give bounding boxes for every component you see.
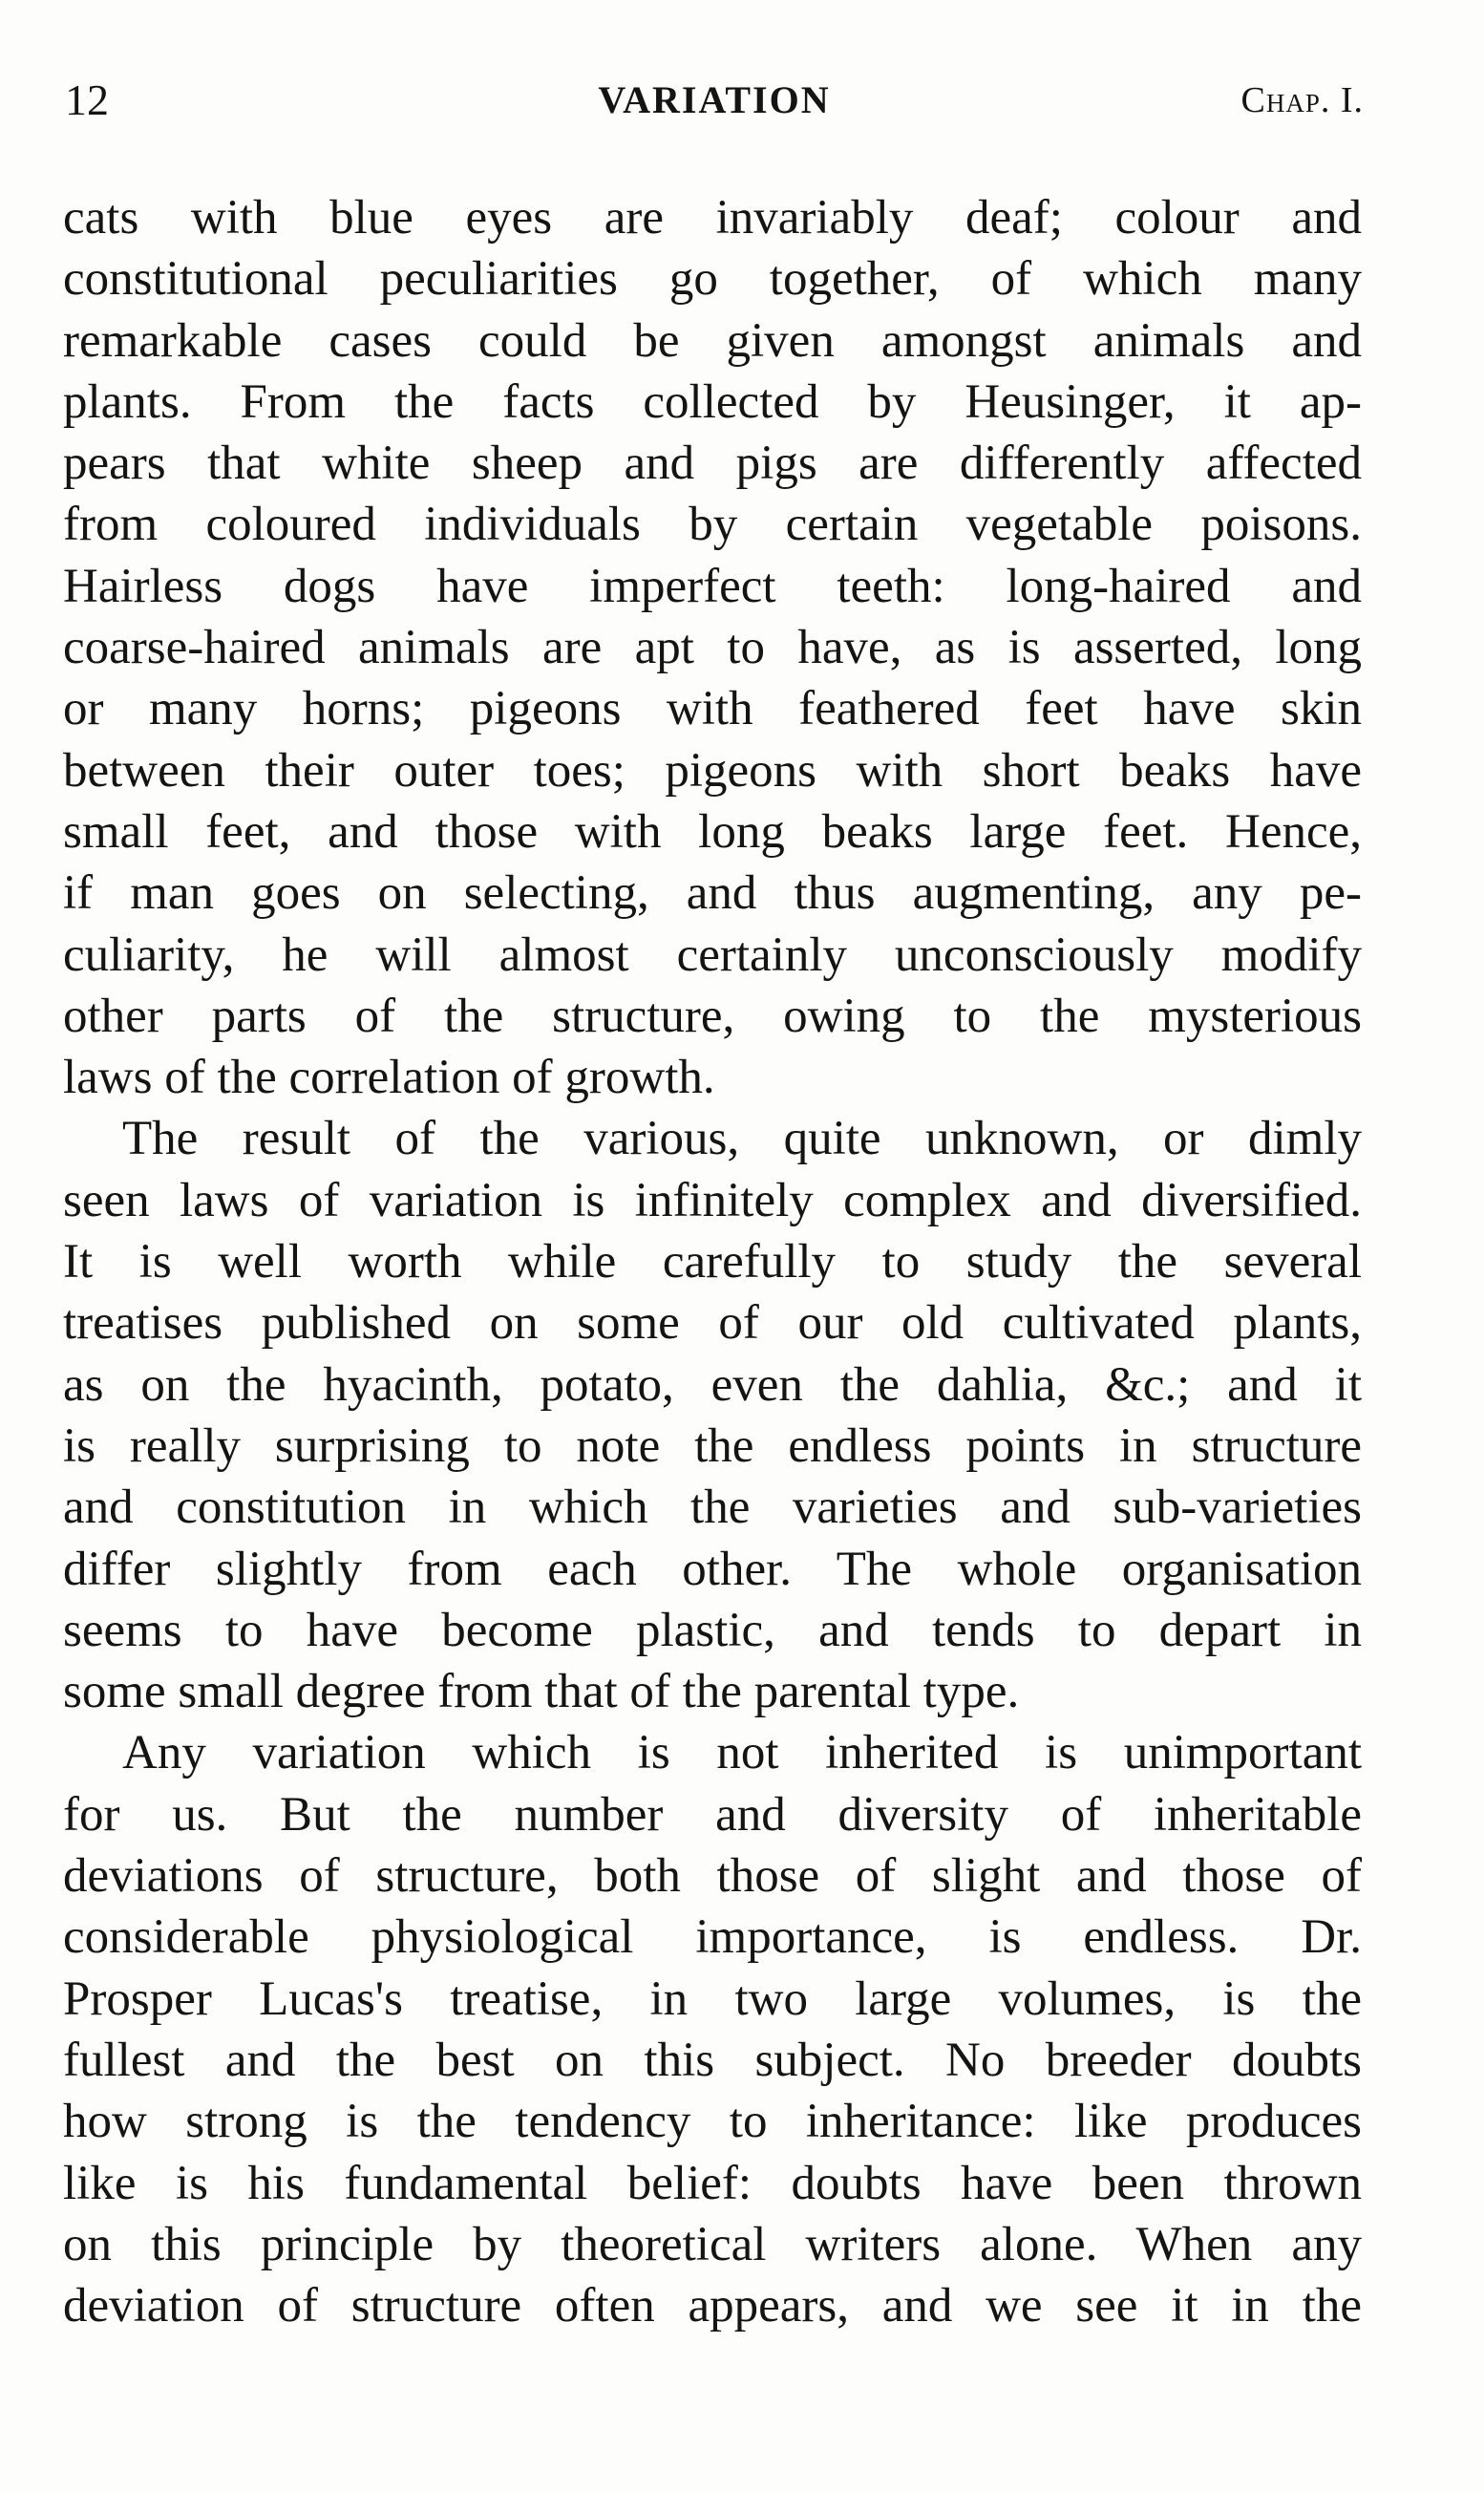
chapter-title: VARIATION bbox=[598, 78, 831, 121]
text-line: constitutional peculiarities go together, of which many bbox=[63, 252, 1362, 307]
text-line: deviation of structure often appears, and we see it in the bbox=[63, 2279, 1362, 2333]
chapter-reference: Chap. I. bbox=[1240, 80, 1364, 120]
text-line: between their outer toes; pigeons with short beaks have bbox=[63, 743, 1362, 798]
text-line: deviations of structure, both those of slight and those of bbox=[63, 1849, 1362, 1904]
running-head bbox=[65, 67, 1364, 134]
paragraph-1 bbox=[63, 187, 1362, 1108]
body-text bbox=[63, 187, 1362, 2336]
text-line: other parts of the structure, owing to the mysterious bbox=[63, 989, 1362, 1043]
text-line: Any variation which is not inherited is unimportant bbox=[122, 1726, 1362, 1780]
text-line: Hairless dogs have imperfect teeth: long-haired and bbox=[63, 559, 1362, 613]
text-line: on this principle by theoretical writers alone. When any bbox=[63, 2217, 1362, 2271]
paragraph-2 bbox=[63, 1108, 1362, 1722]
text-line: considerable physiological importance, is endless. Dr. bbox=[63, 1910, 1362, 1965]
text-line: cats with blue eyes are invariably deaf; colour and bbox=[63, 191, 1362, 245]
text-line: It is well worth while carefully to study the several bbox=[63, 1235, 1362, 1289]
text-line: plants. From the facts collected by Heusinger, it ap- bbox=[63, 374, 1362, 429]
text-line: and constitution in which the varieties and sub-varieties bbox=[63, 1481, 1362, 1535]
text-line: Prosper Lucas's treatise, in two large volumes, is the bbox=[63, 1971, 1362, 2026]
text-line: for us. But the number and diversity of inheritable bbox=[63, 1787, 1362, 1842]
text-line: is really surprising to note the endless points in structure bbox=[63, 1418, 1362, 1473]
text-line: differ slightly from each other. The whole organisation bbox=[63, 1542, 1362, 1596]
text-line: some small degree from that of the parental type. bbox=[63, 1665, 1020, 1719]
text-line: fullest and the best on this subject. No breeder doubts bbox=[63, 2033, 1362, 2087]
text-line: seen laws of variation is infinitely complex and diversified. bbox=[63, 1173, 1362, 1227]
text-line: pears that white sheep and pigs are differently affected bbox=[63, 437, 1362, 491]
text-line: as on the hyacinth, potato, even the dahlia, &c.; and it bbox=[63, 1357, 1362, 1412]
page-number: 12 bbox=[65, 75, 109, 124]
text-line: remarkable cases could be given amongst animals and bbox=[63, 313, 1362, 368]
text-line: coarse-haired animals are apt to have, as is asserted, long bbox=[63, 621, 1362, 675]
text-line: from coloured individuals by certain vegetable poisons. bbox=[63, 498, 1362, 552]
text-line: or many horns; pigeons with feathered feet have skin bbox=[63, 682, 1362, 736]
text-line: seems to have become plastic, and tends to depart in bbox=[63, 1603, 1362, 1657]
text-line: if man goes on selecting, and thus augmenting, any pe- bbox=[63, 866, 1362, 921]
text-line: culiarity, he will almost certainly unconsciously modify bbox=[63, 927, 1362, 982]
text-line: laws of the correlation of growth. bbox=[63, 1051, 715, 1105]
text-line: treatises published on some of our old cultivated plants, bbox=[63, 1296, 1362, 1351]
text-line: The result of the various, quite unknown, or dimly bbox=[122, 1112, 1362, 1166]
text-line: like is his fundamental belief: doubts have been thrown bbox=[63, 2156, 1362, 2210]
paragraph-3 bbox=[63, 1722, 1362, 2336]
text-line: how strong is the tendency to inheritance: like produces bbox=[63, 2095, 1362, 2149]
text-line: small feet, and those with long beaks large feet. Hence, bbox=[63, 804, 1362, 859]
